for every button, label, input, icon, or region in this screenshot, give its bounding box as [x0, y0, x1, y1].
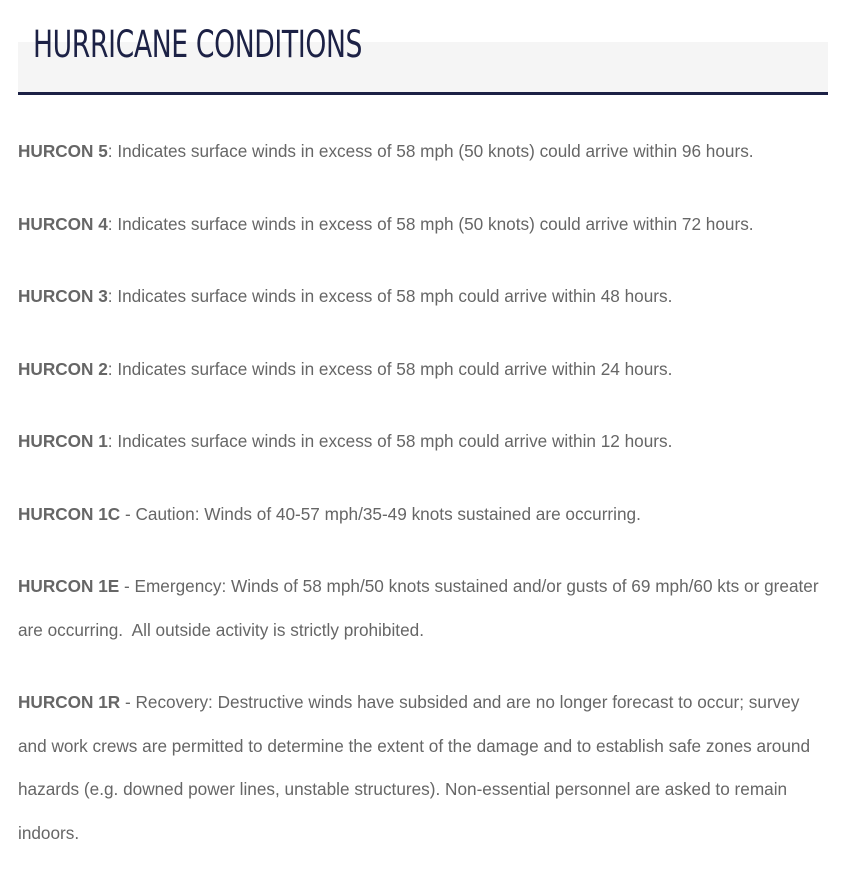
hurcon-description: Indicates surface winds in excess of 58 mph could arrive within 48 hours.	[117, 286, 673, 306]
hurcon-item-1e	[18, 565, 828, 652]
hurcon-description: Emergency: Winds of 58 mph/50 knots sustained and/or gusts of 69 mph/60 kts or greater are occurring. All outside activity is strictly prohibited.	[18, 576, 824, 640]
hurcon-separator: :	[107, 141, 118, 161]
hurcon-label: HURCON 1C	[18, 503, 121, 524]
hurcon-item-4	[18, 203, 828, 247]
hurcon-list	[18, 130, 828, 884]
hurcon-separator: :	[107, 286, 118, 306]
hurcon-description: Recovery: Destructive winds have subsided and are no longer forecast to occur; survey and work crews are permitted to determine the extent of the damage and to establish safe zones around hazards (e.g. downed power lines, unstable structures). Non-essential personnel are asked to remain indoors.	[18, 692, 811, 843]
hurcon-item-5	[18, 130, 828, 174]
hurcon-label: HURCON 1R	[18, 692, 121, 712]
hurcon-description: Indicates surface winds in excess of 58 mph (50 knots) could arrive within 72 hours.	[117, 213, 754, 234]
hurcon-item-2	[18, 348, 828, 392]
hurcon-item-1r	[18, 681, 828, 855]
hurcon-label: HURCON 2	[18, 358, 108, 379]
hurcon-label: HURCON 5	[18, 141, 108, 161]
hurcon-label: HURCON 3	[18, 286, 108, 306]
hurcon-label: HURCON 1E	[18, 576, 120, 596]
hurcon-label: HURCON 1	[18, 431, 108, 451]
hurcon-separator: :	[107, 358, 118, 379]
hurcon-description: Indicates surface winds in excess of 58 mph (50 knots) could arrive within 96 hours.	[117, 141, 754, 161]
hurcon-separator: :	[107, 213, 118, 234]
hurcon-separator: -	[120, 692, 136, 712]
hurcon-description: Indicates surface winds in excess of 58 mph could arrive within 24 hours.	[117, 358, 673, 379]
hurcon-description: Caution: Winds of 40-57 mph/35-49 knots sustained are occurring.	[135, 503, 641, 524]
hurcon-item-1	[18, 420, 828, 464]
hurcon-description: Indicates surface winds in excess of 58 mph could arrive within 12 hours.	[117, 431, 673, 451]
hurcon-separator: -	[120, 503, 136, 524]
page-title: HURRICANE CONDITIONS	[33, 23, 363, 66]
hurcon-label: HURCON 4	[18, 213, 108, 234]
hurcon-item-3	[18, 275, 828, 319]
hurcon-separator: -	[119, 576, 135, 596]
hurcon-item-1c	[18, 493, 828, 537]
hurcon-separator: :	[107, 431, 118, 451]
